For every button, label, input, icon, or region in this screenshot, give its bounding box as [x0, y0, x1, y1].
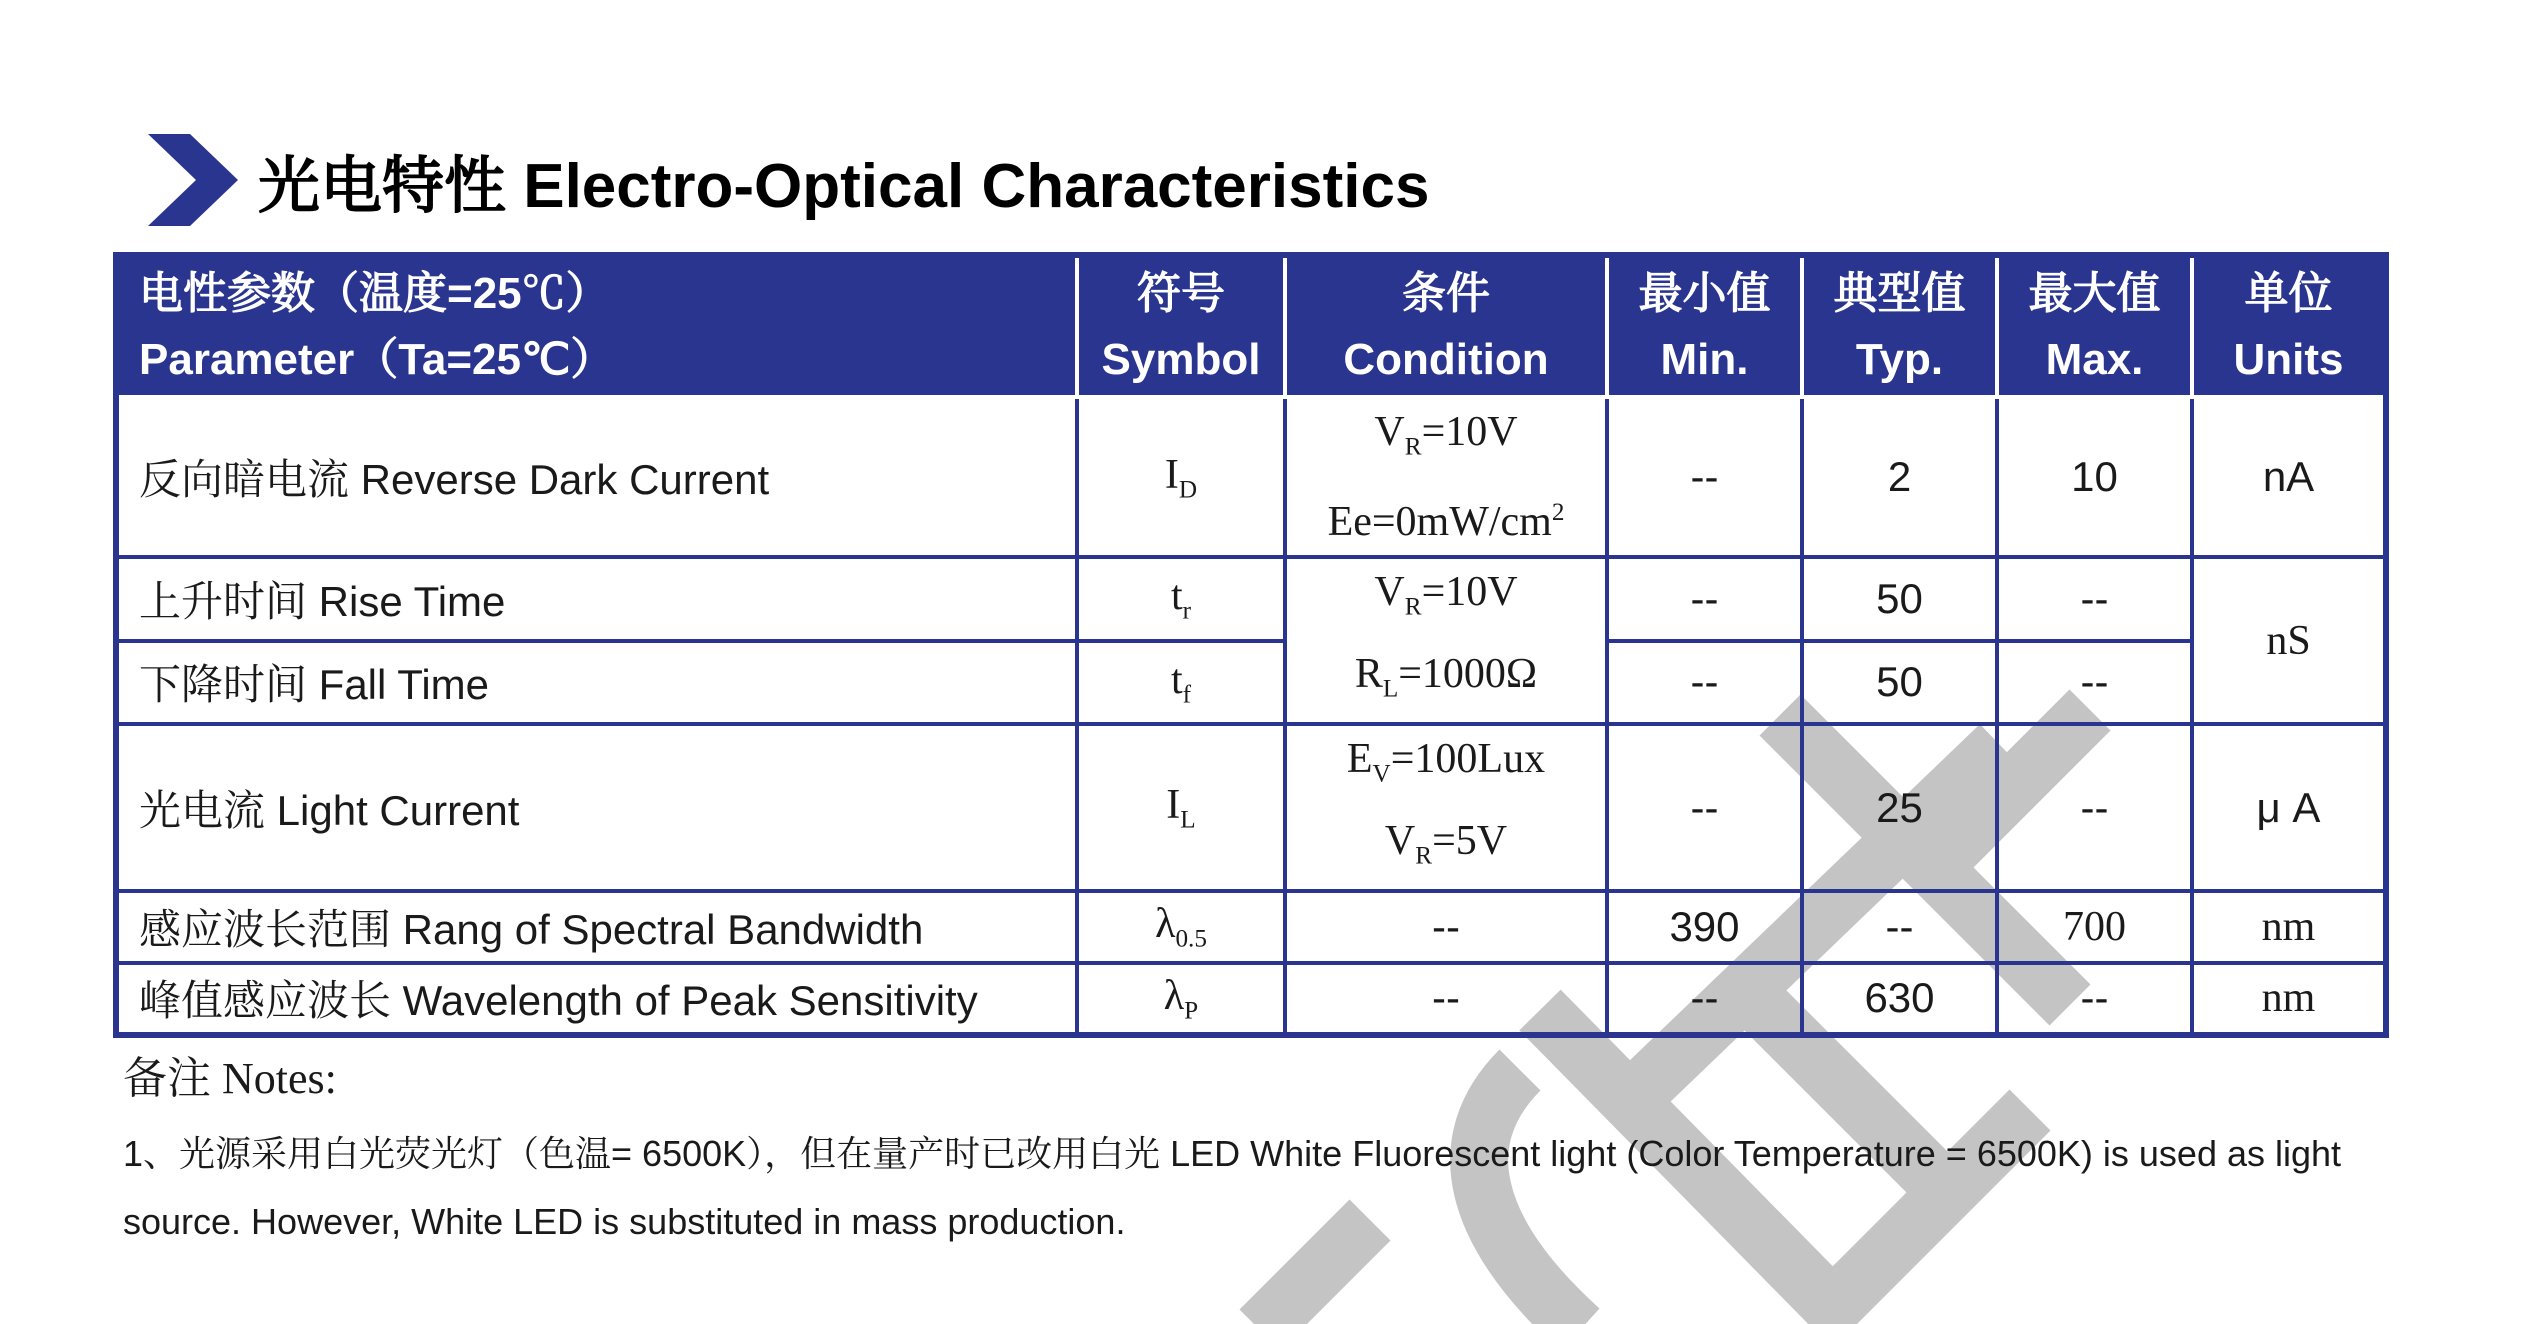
header-units: 单位 Units [2192, 255, 2386, 397]
min-cell: -- [1607, 963, 1802, 1035]
min-cell: -- [1607, 724, 1802, 891]
symbol-cell: $t_f$ [1077, 641, 1285, 724]
unit-cell: nm [2192, 963, 2386, 1035]
unit-cell: nA [2192, 397, 2386, 557]
header-symbol: 符号 Symbol [1077, 255, 1285, 397]
header-parameter: 电性参数（温度=25℃） Parameter（Ta=25℃） [116, 255, 1077, 397]
min-cell: -- [1607, 397, 1802, 557]
param-cell: 感应波长范围 Rang of Spectral Bandwidth [116, 891, 1077, 963]
typ-cell: 2 [1802, 397, 1997, 557]
note-1: 1、光源采用白光荧光灯（色温= 6500K），但在量产时已改用白光 LED White Fluorescent light (Color Temperature = 6500K) is used as light source. However, White LED is substituted in mass production. [123, 1133, 2342, 1242]
typ-cell: 50 [1802, 557, 1997, 640]
condition-cell: $E_V=100Lux$ $V_R=5V$ [1285, 724, 1607, 891]
max-cell: 10 [1997, 397, 2192, 557]
min-cell: -- [1607, 557, 1802, 640]
table-row [116, 641, 2386, 724]
page-title: 光电特性 Electro-Optical Characteristics [258, 151, 1430, 221]
max-cell: -- [1997, 724, 2192, 891]
condition-cell: $V_R=10V$ $Ee=0mW/cm^2$ [1285, 397, 1607, 557]
unit-cell: nS [2192, 557, 2386, 724]
condition-cell: -- [1285, 963, 1607, 1035]
electro-optical-table [113, 252, 2389, 1038]
typ-cell: 25 [1802, 724, 1997, 891]
table-row [116, 557, 2386, 640]
header-max: 最大值 Max. [1997, 255, 2192, 397]
table-row [116, 724, 2386, 891]
min-cell: -- [1607, 641, 1802, 724]
condition-cell: -- [1285, 891, 1607, 963]
param-cell: 下降时间 Fall Time [116, 641, 1077, 724]
symbol-cell: $I_D$ [1077, 397, 1285, 557]
typ-cell: 630 [1802, 963, 1997, 1035]
typ-cell: 50 [1802, 641, 1997, 724]
symbol-cell: $\lambda_P$ [1077, 963, 1285, 1035]
table-row [116, 963, 2386, 1035]
header-typ: 典型值 Typ. [1802, 255, 1997, 397]
chevron-right-icon [148, 134, 238, 226]
max-cell: -- [1997, 557, 2192, 640]
header-condition: 条件 Condition [1285, 255, 1607, 397]
header-min: 最小值 Min. [1607, 255, 1802, 397]
symbol-cell: $I_L$ [1077, 724, 1285, 891]
symbol-cell: $t_r$ [1077, 557, 1285, 640]
table-row [116, 891, 2386, 963]
max-cell: 700 [1997, 891, 2192, 963]
section-heading [148, 130, 1429, 230]
unit-cell: nm [2192, 891, 2386, 963]
condition-cell: $V_R=10V$ $R_L=1000\Omega$ [1285, 557, 1607, 724]
notes-section [123, 1042, 2423, 1256]
symbol-cell: $\lambda_{0.5}$ [1077, 891, 1285, 963]
notes-title: 备注 Notes: [123, 1054, 337, 1103]
max-cell: -- [1997, 641, 2192, 724]
typ-cell: -- [1802, 891, 1997, 963]
table-row [116, 397, 2386, 557]
unit-cell: μ A [2192, 724, 2386, 891]
param-cell: 上升时间 Rise Time [116, 557, 1077, 640]
table-header-row [116, 255, 2386, 397]
max-cell: -- [1997, 963, 2192, 1035]
param-cell: 峰值感应波长 Wavelength of Peak Sensitivity [116, 963, 1077, 1035]
param-cell: 反向暗电流 Reverse Dark Current [116, 397, 1077, 557]
min-cell: 390 [1607, 891, 1802, 963]
param-cell: 光电流 Light Current [116, 724, 1077, 891]
